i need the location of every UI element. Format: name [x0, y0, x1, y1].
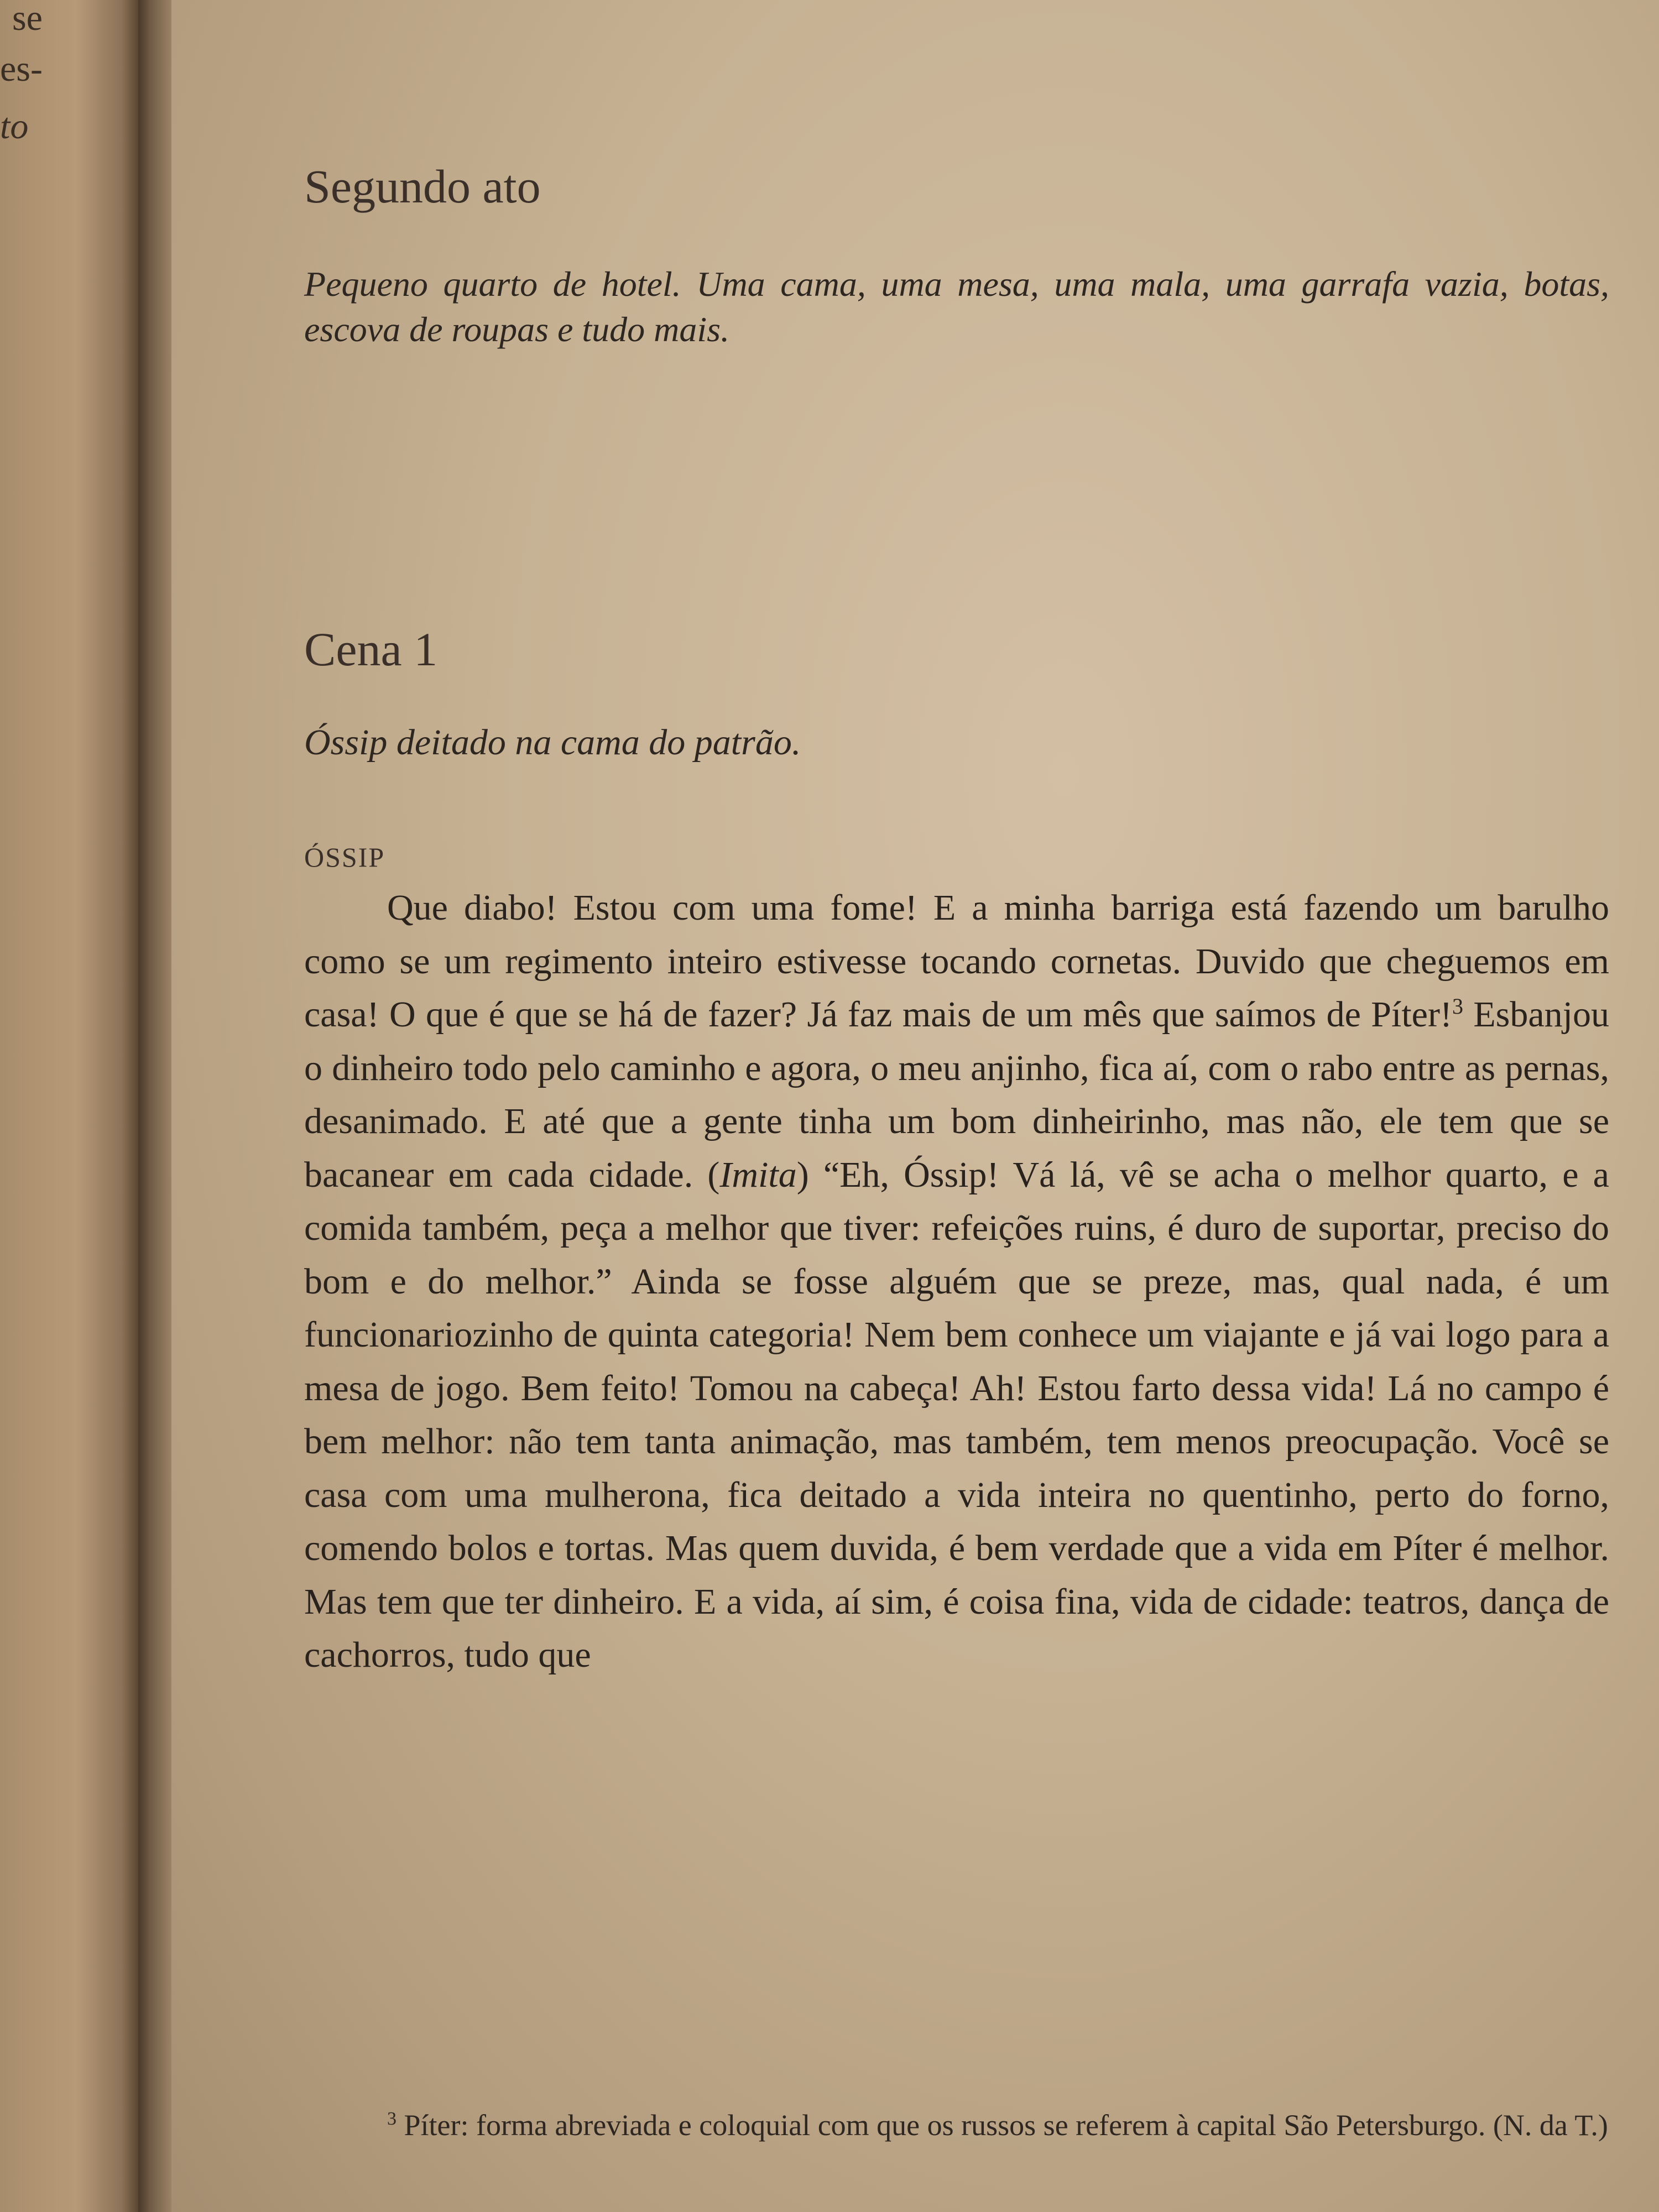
speech-text: Que diabo! Estou com uma fome! E a minha barriga está fazendo um barulho como se um regimento inteiro estivesse tocando cornetas. Duvido que cheguemos em casa! O que é que se há de fazer? Já faz mais de um mês que saímos de Píter! [304, 888, 1609, 1035]
speech-paragraph [304, 881, 1609, 1682]
act-stage-direction: Pequeno quarto de hotel. Uma cama, uma mesa, uma mala, uma garrafa vazia, botas, escova de roupas e tudo mais. [304, 264, 1609, 349]
left-page-fragment: se [12, 0, 43, 38]
left-page-fragment: to [0, 106, 29, 147]
footnote-number: 3 [387, 2109, 397, 2129]
right-page [171, 0, 1659, 2212]
stage-aside: Imita [719, 1154, 797, 1195]
footnote [304, 2104, 1609, 2147]
page-content [304, 160, 1609, 1682]
speech-text: ) “Eh, Óssip! Vá lá, vê se acha o melhor quarto, e a comida também, peça a melhor que tiver: refeições ruins, é duro de suportar, preciso do bom e do melhor.” Ainda se fosse alguém que se preze, mas, qual nada, é um funcionariozinho de quinta categoria! Nem bem conhece um viajante e já vai logo para a mesa de jogo. Bem feito! Tomou na cabeça! Ah! Estou farto dessa vida! Lá no campo é bem melhor: não tem tanta animação, mas também, tem menos preocupação. Você se casa com uma mulherona, fica deitado a vida inteira no quentinho, perto do forno, comendo bolos e tortas. Mas quem duvida, é bem verdade que a vida em Píter é melhor. Mas tem que ter dinheiro. E a vida, aí sim, é coisa fina, vida de cidade: teatros, dança de cachorros, tudo que [304, 1154, 1609, 1676]
left-page-edge [0, 0, 138, 2212]
speech-text: Esbanjou o dinheiro todo pelo caminho e agora, o meu anjinho, fica aí, com o rabo entre as pernas, desanimado. E até que a gente tinha um bom dinheirinho, mas não, ele tem que se bacanear em cada cidade. ( [304, 994, 1609, 1195]
speaker-name: ÓSSIP [304, 842, 385, 873]
act-title: Segundo ato [304, 160, 541, 213]
left-page-fragment: es- [0, 49, 43, 89]
footnote-reference: 3 [1452, 994, 1463, 1019]
footnote-text: Píter: forma abreviada e coloquial com que os russos se referem à capital São Petersburgo. (N. da T.) [397, 2109, 1608, 2142]
scene-title: Cena 1 [304, 622, 438, 676]
book-gutter [138, 0, 171, 2212]
scene-stage-direction: Óssip deitado na cama do patrão. [304, 722, 801, 763]
